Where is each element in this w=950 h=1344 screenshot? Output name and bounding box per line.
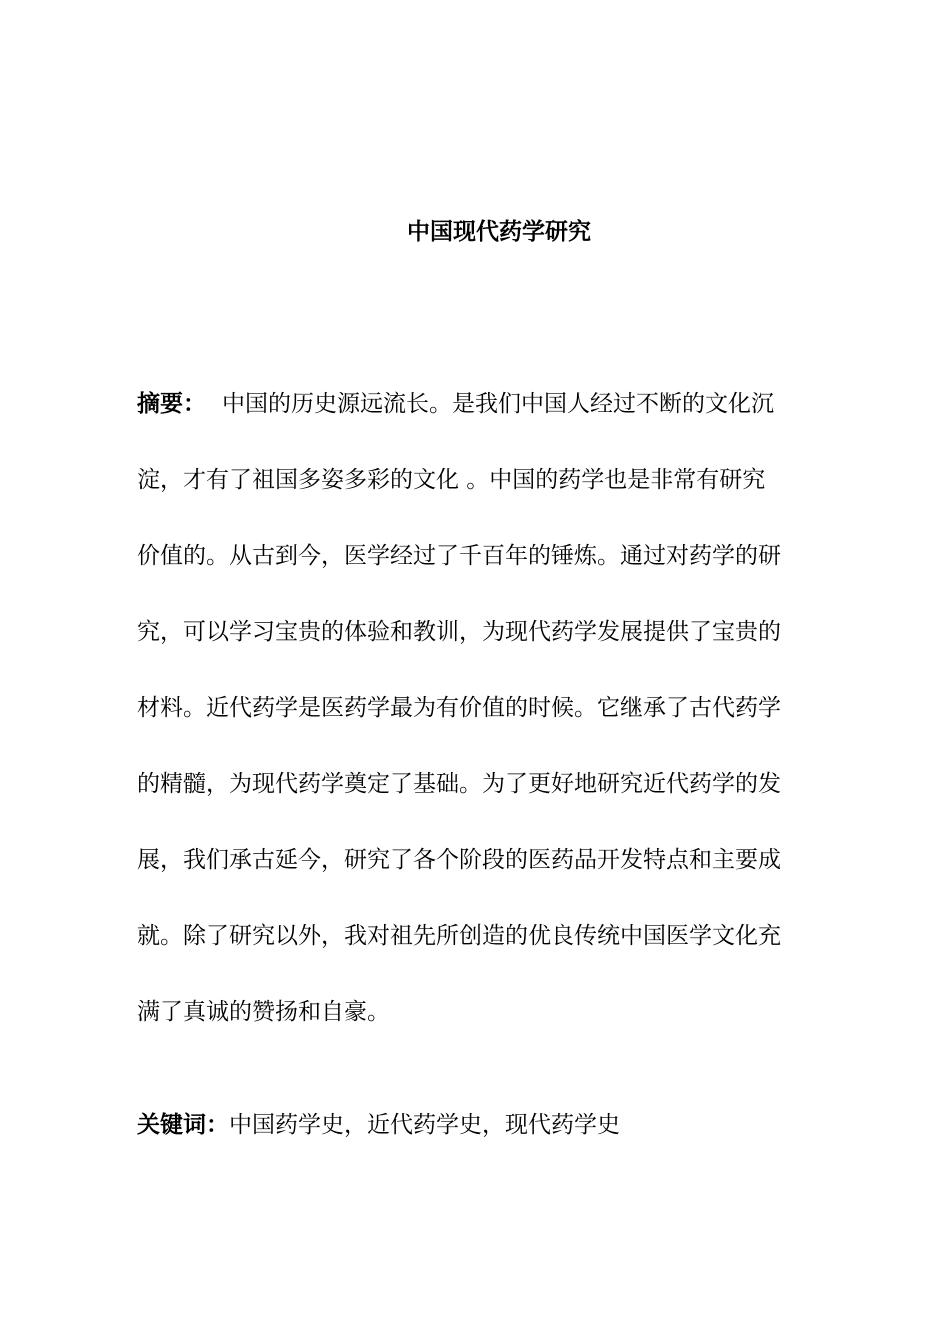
keywords-text: 中国药学史，近代药学史，现代药学史 — [229, 1112, 620, 1138]
keywords-section — [137, 1103, 855, 1147]
abstract-section — [137, 366, 855, 1050]
abstract-line: 展，我们承古延今，研究了各个阶段的医药品开发特点和主要成 — [137, 847, 781, 873]
abstract-line: 的精髓，为现代药学奠定了基础。为了更好地研究近代药学的发 — [137, 771, 781, 797]
document-title: 中国现代药学研究 — [407, 219, 591, 245]
abstract-text: 中国的历史源远流长。是我们中国人经过不断的文化沉 — [222, 391, 774, 417]
abstract-line: 就。除了研究以外，我对祖先所创造的优良传统中国医学文化充 — [137, 923, 781, 949]
abstract-label: 摘要： — [137, 391, 206, 417]
abstract-line: 价值的。从古到今，医学经过了千百年的锤炼。通过对药学的研 — [137, 543, 781, 569]
abstract-line: 究，可以学习宝贵的体验和教训，为现代药学发展提供了宝贵的 — [137, 619, 781, 645]
abstract-line: 材料。近代药学是医药学最为有价值的时候。它继承了古代药学 — [137, 695, 781, 721]
abstract-line: 满了真诚的赞扬和自豪。 — [137, 999, 390, 1025]
abstract-line: 淀，才有了祖国多姿多彩的文化 。中国的药学也是非常有研究 — [137, 467, 766, 493]
keywords-label: 关键词： — [137, 1112, 229, 1138]
abstract-line — [137, 366, 855, 442]
